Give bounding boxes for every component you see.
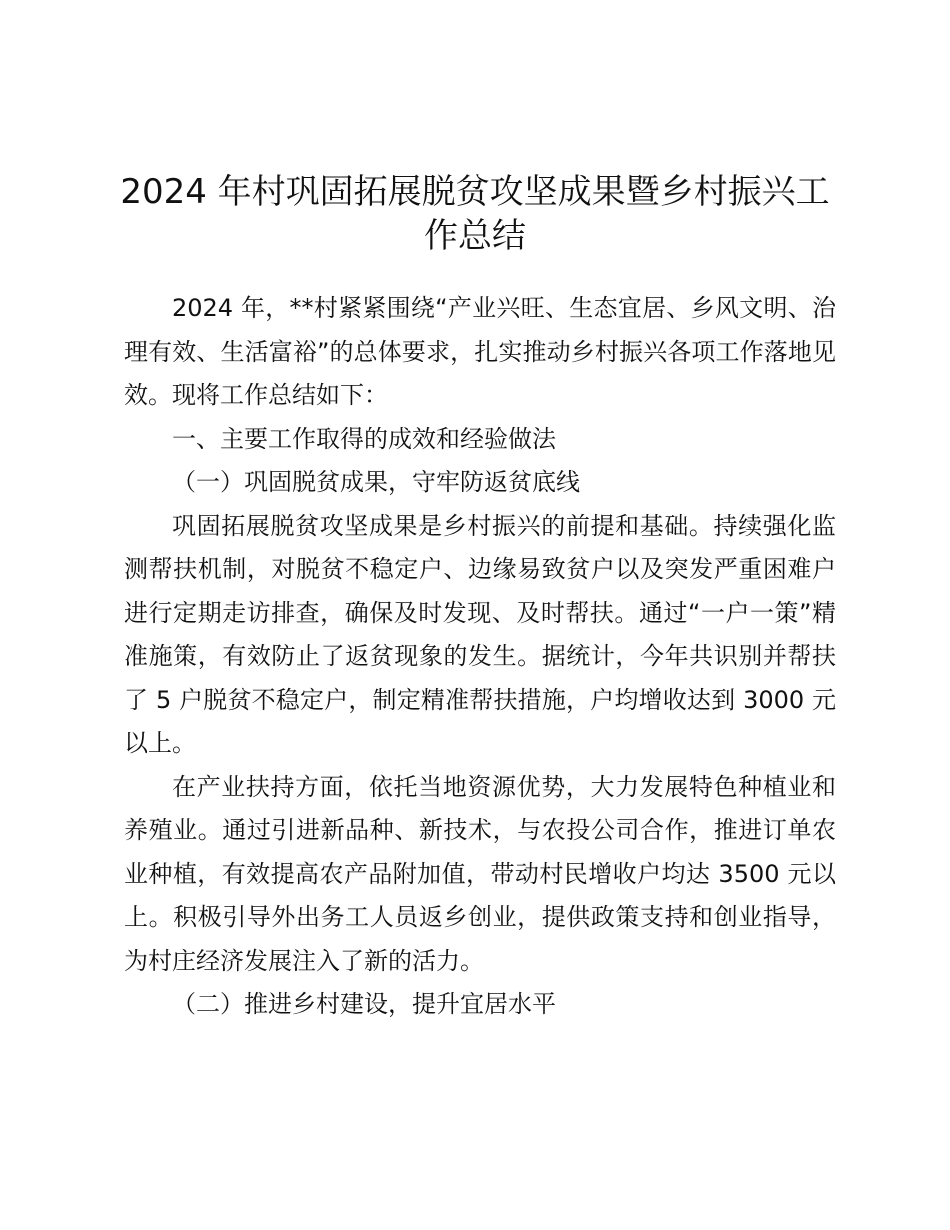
section-heading-1: 一、主要工作取得的成效和经验做法 bbox=[172, 424, 556, 453]
body-paragraph-2: 在产业扶持方面，依托当地资源优势，大力发展特色种植业和养殖业。通过引进新品种、新技术，与农投公司合作，推进订单农业种植，有效提高农产品附加值，带动村民增收户均达 3500 元以上。积极引导外出务工人员返乡创业，提供政策支持和创业指导，为村庄经济发展注入了新的活力。 bbox=[124, 772, 836, 975]
subsection-heading-2: （二）推进乡村建设，提升宜居水平 bbox=[172, 990, 556, 1018]
body-paragraph-1: 巩固拓展脱贫攻坚成果是乡村振兴的前提和基础。持续强化监测帮扶机制，对脱贫不稳定户、边缘易致贫户以及突发严重困难户进行定期走访排查，确保及时发现、及时帮扶。通过“一户一策”精准施策，有效防止了返贫现象的发生。据统计，今年共识别并帮扶了 5 户脱贫不稳定户，制定精准帮扶措施，户均增收达到 3000 元以上。 bbox=[124, 511, 836, 757]
subsection-heading-1: （一）巩固脱贫成果，守牢防返贫底线 bbox=[172, 468, 580, 496]
document-body bbox=[124, 287, 836, 1027]
document-title: 2024 年村巩固拓展脱贫攻坚成果暨乡村振兴工作总结 bbox=[120, 172, 830, 256]
intro-paragraph: 2024 年，**村紧紧围绕“产业兴旺、生态宜居、乡风文明、治理有效、生活富裕”的总体要求，扎实推动乡村振兴各项工作落地见效。现将工作总结如下： bbox=[124, 294, 836, 409]
